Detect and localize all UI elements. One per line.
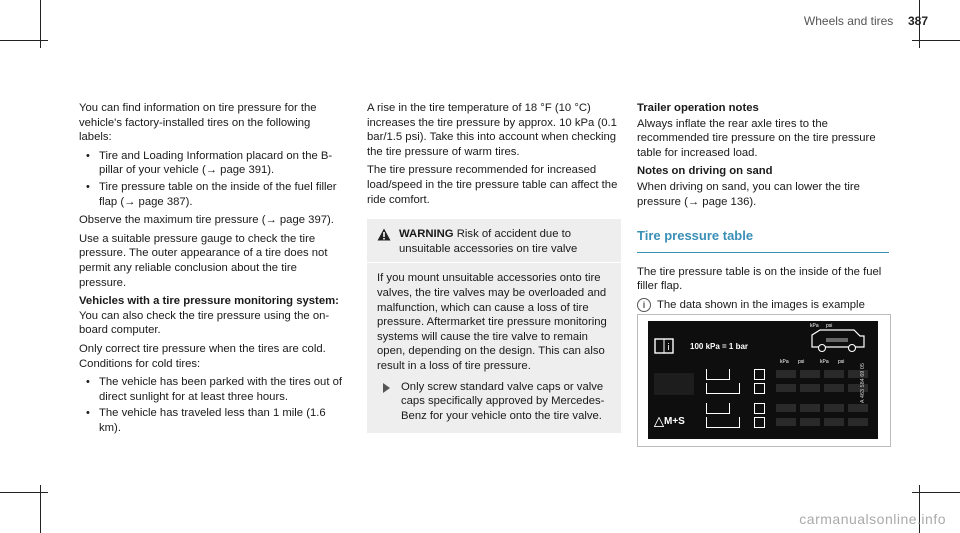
list-item: • Tire pressure table on the inside of the fuel filler flap (→ page 387). [79, 180, 345, 209]
value-cell [776, 384, 796, 392]
list-item: • The vehicle has been parked with the tires out of direct sunlight for at least three hours. [79, 375, 345, 404]
conversion-label: 100 kPa = 1 bar [690, 342, 749, 351]
note-text: The data shown in the images is example [657, 298, 865, 311]
warning-triangle-icon [377, 228, 391, 241]
part-number: A 463 584 69 05 [860, 363, 866, 404]
column-middle [367, 101, 621, 433]
paragraph: A rise in the tire temperature of 18 °F (10 °C) increases the tire pressure by approx. 10 kPa (0.1 bar/1.5 psi). Take this into account when checking the tire pressure of warm tires. [367, 102, 617, 158]
section-title: Wheels and tires [803, 14, 894, 28]
vehicle-outline-icon [808, 327, 868, 353]
divider [367, 262, 621, 263]
bold-lead: Vehicles with a tire pressure monitoring system: [79, 295, 339, 308]
bullet-list [79, 149, 345, 209]
value-cell [800, 384, 820, 392]
crop-mark [0, 40, 48, 41]
unit-label: kPa [820, 359, 829, 365]
grid-symbol [754, 417, 765, 428]
mud-snow-label: M+S [664, 416, 685, 427]
manual-book-icon [654, 338, 674, 354]
column-left [79, 101, 345, 439]
warning-box [367, 219, 621, 433]
unit-label: kPa [810, 323, 819, 329]
placard [648, 321, 878, 439]
value-cell [776, 370, 796, 378]
crop-mark [912, 40, 960, 41]
grid-symbol [754, 383, 765, 394]
list-item: • Tire and Loading Information placard on the B-pillar of your vehicle (→ page 391). [79, 149, 345, 178]
info-icon: i [637, 298, 651, 312]
page-number: 387 [907, 14, 928, 28]
grid-symbol [754, 403, 765, 414]
paragraph: Use a suitable pressure gauge to check the tire pressure. The outer appearance of a tire does not permit any reliable conclusion about the tire pressure. [79, 232, 328, 289]
value-cell [800, 370, 820, 378]
unit-label: kPa [780, 359, 789, 365]
unit-label: psi [826, 323, 833, 329]
paragraph [79, 294, 345, 338]
paragraph: You can find information on tire pressure for the vehicle's factory-installed tires on the following labels: [79, 102, 317, 144]
value-cell [776, 418, 796, 426]
svg-text:i: i [667, 343, 670, 353]
tire-pressure-table-image [637, 314, 891, 447]
load-symbol [706, 383, 740, 394]
value-cell [824, 384, 844, 392]
paragraph: The tire pressure recommended for increased load/speed in the tire pressure table can affect the ride comfort. [367, 164, 618, 206]
warning-body: If you mount unsuitable accessories onto tire valves, the tire valves may be overloaded and malfunction, which can cause a loss of tire pressure. Aftermarket tire pressure monitoring systems will cause the tire valve to remain open, depending on the design. This can also result in a loss of tire pressure. [377, 272, 607, 372]
snowflake-icon [654, 417, 664, 427]
value-cell [824, 418, 844, 426]
grid-symbol [754, 369, 765, 380]
value-cell [800, 404, 820, 412]
section-rule [637, 252, 889, 253]
paragraph: Always inflate the rear axle tires to the recommended tire pressure on the tire pressure table for increased load. [637, 117, 876, 159]
subheading: Trailer operation notes [637, 102, 759, 114]
warning-header [377, 227, 611, 256]
load-symbol [706, 417, 740, 428]
load-symbol [706, 369, 730, 380]
bullet-list [79, 375, 345, 435]
value-cell [800, 418, 820, 426]
paragraph-text: You can also check the tire pressure using the on-board computer. [79, 309, 330, 337]
unit-label: psi [838, 359, 845, 365]
value-cell [824, 404, 844, 412]
warning-title-block [399, 227, 611, 256]
subheading: Notes on driving on sand [637, 165, 773, 178]
value-cell [824, 370, 844, 378]
page-header [804, 14, 928, 28]
value-cell [776, 404, 796, 412]
watermark: carmanualsonline.info [799, 511, 946, 527]
section-heading: Tire pressure table [637, 228, 754, 244]
paragraph: The tire pressure table is on the inside of the fuel filler flap. [637, 265, 882, 293]
value-cell [848, 404, 868, 412]
value-cell [848, 418, 868, 426]
crop-mark [0, 492, 48, 493]
column-right [637, 101, 889, 327]
action-text: Only screw standard valve caps or valve caps specifically approved by Mercedes-Benz for your vehicle onto the tire valve. [401, 380, 605, 422]
load-symbol [706, 403, 730, 414]
paragraph: Only correct tire pressure when the tires are cold. Conditions for cold tires: [79, 342, 326, 370]
warning-label: WARNING [399, 228, 454, 241]
list-item: • The vehicle has traveled less than 1 mile (1.6 km). [79, 406, 345, 435]
value-cell [654, 373, 694, 395]
unit-label: psi [798, 359, 805, 365]
warning-title: Risk of accident due to unsuitable accessories on tire valve [399, 228, 578, 255]
paragraph: Observe the maximum tire pressure (→ page 397). [79, 214, 334, 227]
action-step [377, 380, 611, 424]
paragraph: When driving on sand, you can lower the tire pressure (→ page 136). [637, 180, 860, 208]
crop-mark [912, 492, 960, 493]
action-arrow-icon [383, 383, 390, 393]
